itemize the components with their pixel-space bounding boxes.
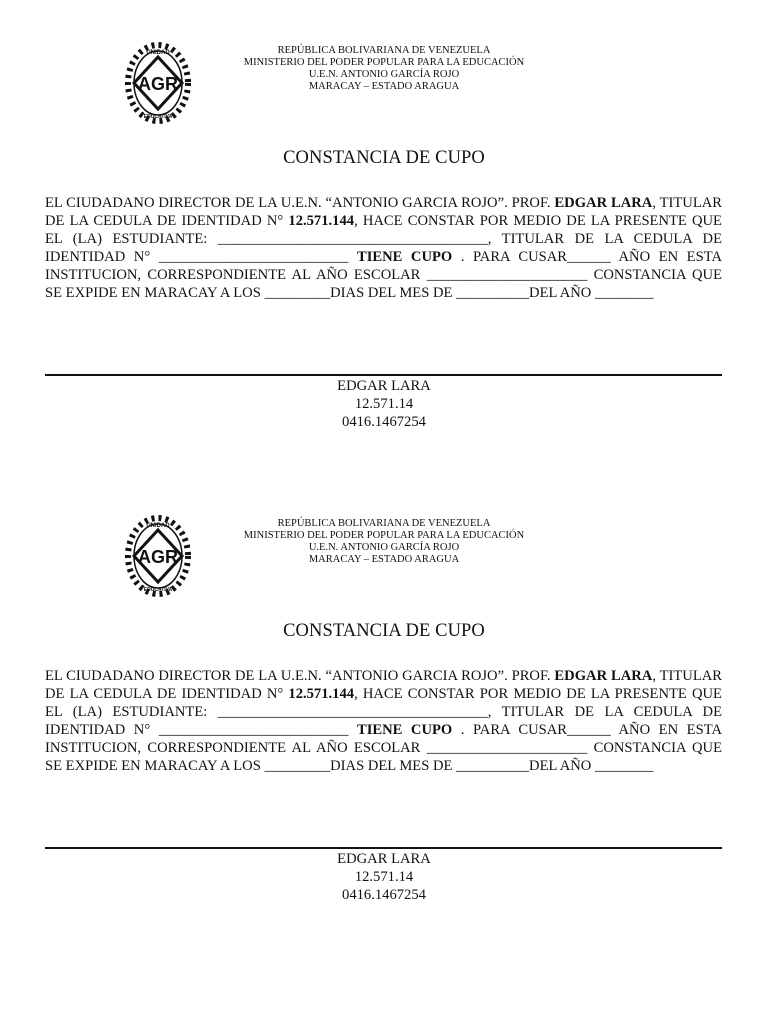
body-text-part: EL CIUDADANO DIRECTOR DE LA U.E.N. “ANTONIO GARCIA ROJO”. PROF. (45, 195, 555, 211)
header-line-location: MARACAY – ESTADO ARAGUA (308, 554, 460, 565)
director-name: EDGAR LARA (554, 668, 653, 684)
institution-header (234, 518, 534, 566)
body-text-part: , TITULAR DE LA CEDULA DE IDENTIDAD N° (45, 668, 723, 702)
header-line-ministry: MINISTERIO DEL PODER POPULAR PARA LA EDUCACIÓN (243, 530, 525, 541)
header-line-ministry: MINISTERIO DEL PODER POPULAR PARA LA EDUCACIÓN (243, 57, 525, 68)
director-id: 12.571.144 (288, 212, 355, 229)
tiene-cupo-label: TIENE CUPO (356, 248, 453, 265)
svg-text:AGR: AGR (138, 74, 178, 94)
institution-header (234, 45, 534, 93)
header-line-school: U.E.N. ANTONIO GARCÍA ROJO (308, 69, 460, 80)
signature-line (45, 847, 722, 849)
signature-block (0, 850, 768, 904)
body-text-part: EL CIUDADANO DIRECTOR DE LA U.E.N. “ANTONIO GARCIA ROJO”. PROF. (45, 668, 555, 684)
body-text-part: , HACE CONSTAR POR MEDIO DE LA PRESENTE QUE EL (LA) ESTUDIANTE: _____________________________________, TITULAR DE LA CEDULA DE IDENTIDAD N° __________________________ (45, 212, 722, 265)
certificate-section-1 (0, 0, 768, 470)
director-id: 12.571.144 (288, 685, 355, 702)
signer-id: 12.571.14 (354, 869, 414, 885)
certificate-section-2 (0, 473, 768, 943)
header-line-location: MARACAY – ESTADO ARAGUA (308, 81, 460, 92)
header-line-republic: REPÚBLICA BOLIVARIANA DE VENEZUELA (277, 518, 491, 529)
document-title: CONSTANCIA DE CUPO (283, 148, 485, 168)
signer-id: 12.571.14 (354, 396, 414, 412)
tiene-cupo-label: TIENE CUPO (356, 721, 453, 738)
svg-text:UNIDAD: UNIDAD (146, 523, 170, 529)
body-text-part: , HACE CONSTAR POR MEDIO DE LA PRESENTE QUE EL (LA) ESTUDIANTE: _____________________________________, TITULAR DE LA CEDULA DE IDENTIDAD N° __________________________ (45, 685, 722, 738)
document-title: CONSTANCIA DE CUPO (283, 621, 485, 641)
body-text-part: . PARA CUSAR______ AÑO EN ESTA INSTITUCION, CORRESPONDIENTE AL AÑO ESCOLAR ______________________ CONSTANCIA QUE SE EXPIDE EN MARACAY A LOS _________DIAS DEL MES DE __________DEL AÑO ________ (45, 248, 722, 301)
body-text-part: . PARA CUSAR______ AÑO EN ESTA INSTITUCION, CORRESPONDIENTE AL AÑO ESCOLAR ______________________ CONSTANCIA QUE SE EXPIDE EN MARACAY A LOS _________DIAS DEL MES DE __________DEL AÑO ________ (45, 721, 722, 774)
signature-block (0, 377, 768, 431)
svg-text:UNIDAD: UNIDAD (146, 50, 170, 56)
signature-line (45, 374, 722, 376)
certificate-body (45, 668, 722, 775)
header-line-republic: REPÚBLICA BOLIVARIANA DE VENEZUELA (277, 45, 491, 56)
signer-name: EDGAR LARA (337, 378, 431, 394)
svg-text:AGR: AGR (138, 547, 178, 567)
certificate-body (45, 195, 722, 302)
svg-text:EDUCATIVA: EDUCATIVA (143, 114, 173, 120)
signer-phone: 0416.1467254 (342, 887, 426, 903)
school-seal-logo (120, 37, 196, 129)
svg-text:EDUCATIVA: EDUCATIVA (143, 587, 173, 593)
signer-name: EDGAR LARA (337, 851, 431, 867)
director-name: EDGAR LARA (554, 195, 653, 211)
signer-phone: 0416.1467254 (342, 414, 426, 430)
school-seal-logo (120, 510, 196, 602)
body-text-part: , TITULAR DE LA CEDULA DE IDENTIDAD N° (45, 195, 723, 229)
header-line-school: U.E.N. ANTONIO GARCÍA ROJO (308, 542, 460, 553)
